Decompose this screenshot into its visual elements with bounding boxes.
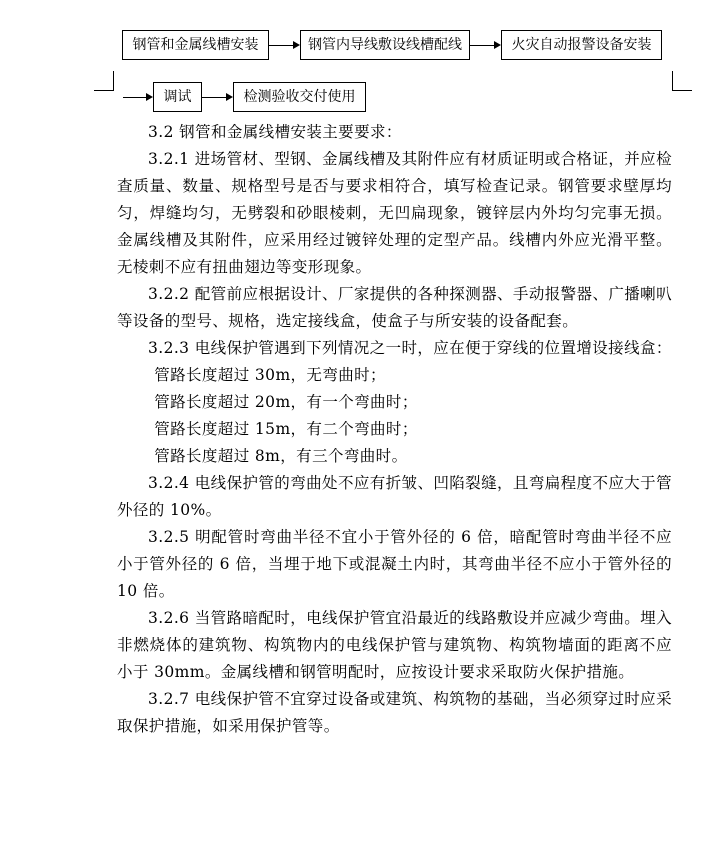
flow-arrow-line [202,97,227,98]
section-heading: 3.2 钢管和金属线槽安装主要要求： [148,123,402,141]
flow-arrow-head [146,93,153,101]
paragraph-3-2-6: 3.2.6 当管路暗配时，电线保护管宜沿最近的线路敷设并应减少弯曲。埋入非燃烧体的建筑物、构筑物内的电线保护管与建筑物、构筑物墙面的距离不应小于 30mm。金属线槽和钢管明配时，应按设计要求采取防火保护措施。 [117,609,672,681]
list-item: 管路长度超过 15m，有二个弯曲时； [154,420,418,438]
list-item: 管路长度超过 20m，有一个弯曲时； [154,393,418,411]
margin-corner-mark-right [672,90,692,91]
flow-arrow-head [293,41,300,49]
flow-arrow-head [494,41,501,49]
flow-step-conduit-installation: 钢管和金属线槽安装 [122,30,269,60]
margin-corner-mark-left [94,90,114,91]
flow-step-acceptance-delivery: 检测验收交付使用 [233,82,366,112]
margin-corner-mark-left [113,71,114,91]
flow-step-debugging: 调试 [153,82,202,112]
flow-step-wiring: 钢管内导线敷设线槽配线 [300,30,470,60]
paragraph-3-2-5: 3.2.5 明配管时弯曲半径不宜小于管外径的 6 倍，暗配管时弯曲半径不应小于管外径的 6 倍，当埋于地下或混凝土内时，其弯曲半径不应小于管外径的 10 倍。 [117,528,672,600]
flow-arrow-line [470,45,495,46]
list-item: 管路长度超过 30m，无弯曲时； [154,366,386,384]
paragraph-3-2-4: 3.2.4 电线保护管的弯曲处不应有折皱、凹陷裂缝，且弯扁程度不应大于管外径的 10%。 [117,474,672,519]
paragraph-3-2-3: 3.2.3 电线保护管遇到下列情况之一时，应在便于穿线的位置增设接线盒： [148,339,672,357]
document-body [117,119,672,740]
paragraph-3-2-1: 3.2.1 进场管材、型钢、金属线槽及其附件应有材质证明或合格证，并应检查质量、数量、规格型号是否与要求相符合，填写检查记录。钢管要求壁厚均匀，焊缝均匀，无劈裂和砂眼棱刺，无凹扁现象，镀锌层内外均匀完事无损。金属线槽及其附件，应采用经过镀锌处理的定型产品。线槽内外应光滑平整。无棱刺不应有扭曲翅边等变形现象。 [117,150,672,276]
list-item: 管路长度超过 8m，有三个弯曲时。 [154,447,408,465]
margin-corner-mark-right [672,71,673,91]
flow-arrow-head [226,93,233,101]
paragraph-3-2-2: 3.2.2 配管前应根据设计、厂家提供的各种探测器、手动报警器、广播喇叭等设备的型号、规格，选定接线盒，使盒子与所安装的设备配套。 [117,285,672,330]
flow-step-alarm-equipment-installation: 火灾自动报警设备安装 [501,30,662,60]
paragraph-3-2-7: 3.2.7 电线保护管不宜穿过设备或建筑、构筑物的基础，当必须穿过时应采取保护措施，如采用保护管等。 [117,690,672,735]
flow-arrow-line [269,45,294,46]
flow-arrow-line [123,97,147,98]
